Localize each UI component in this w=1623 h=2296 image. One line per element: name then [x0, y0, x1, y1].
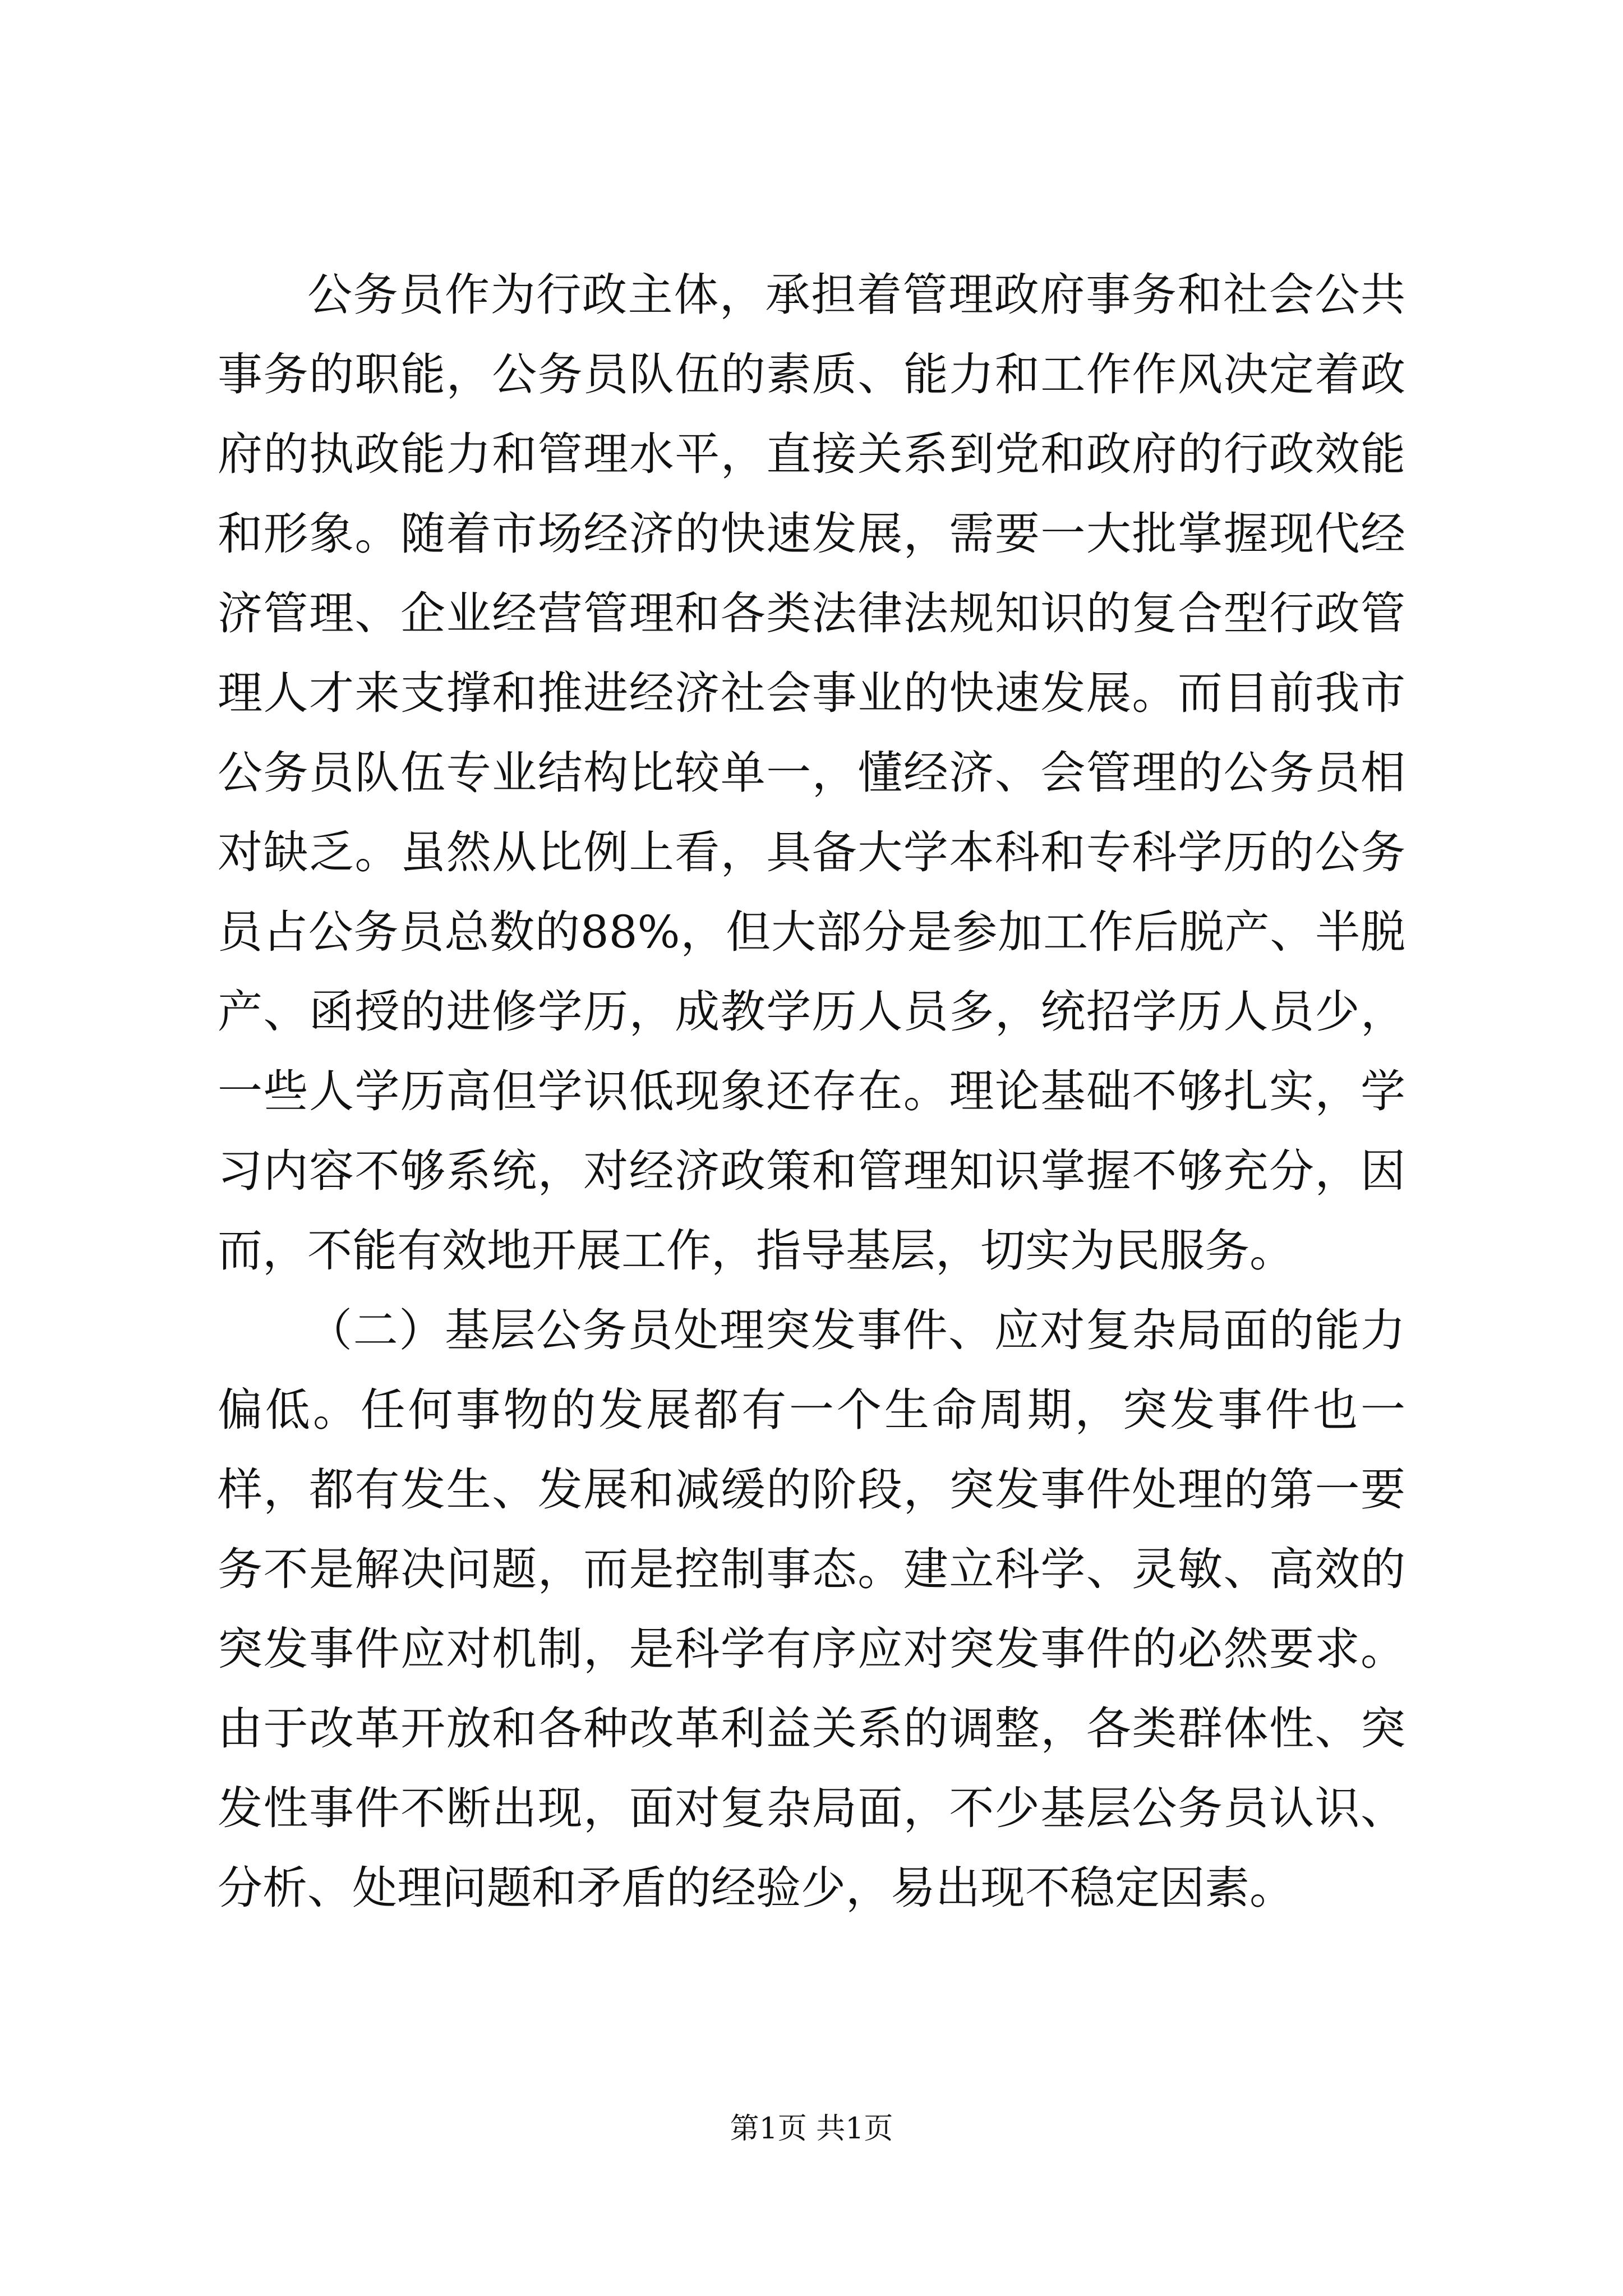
- page-footer: 第1页 共1页: [730, 2112, 893, 2146]
- paragraph-1: 公务员作为行政主体，承担着管理政府事务和社会公共事务的职能，公务员队伍的素质、能力和工作作风决定着政府的执政能力和管理水平，直接关系到党和政府的行政效能和形象。随着市场经济的快速发展，需要一大批掌握现代经济管理、企业经营管理和各类法律法规知识的复合型行政管理人才来支撑和推进经济社会事业的快速发展。而目前我市公务员队伍专业结构比较单一，懂经济、会管理的公务员相对缺乏。虽然从比例上看，具备大学本科和专科学历的公务员占公务员总数的88%，但大部分是参加工作后脱产、半脱产、函授的进修学历，成教学历人员多，统招学历人员少，一些人学历高但学识低现象还存在。理论基础不够扎实，学习内容不够系统，对经济政策和管理知识掌握不够充分，因而，不能有效地开展工作，指导基层，切实为民服务。: [218, 269, 1405, 1277]
- document-body: [218, 255, 1405, 1928]
- paragraph-2: （二）基层公务员处理突发事件、应对复杂局面的能力偏低。任何事物的发展都有一个生命周期，突发事件也一样，都有发生、发展和减缓的阶段，突发事件处理的第一要务不是解决问题，而是控制事态。建立科学、灵敏、高效的突发事件应对机制，是科学有序应对突发事件的必然要求。由于改革开放和各种改革利益关系的调整，各类群体性、突发性事件不断出现，面对复杂局面，不少基层公务员认识、分析、处理问题和矛盾的经验少，易出现不稳定因素。: [218, 1304, 1405, 1914]
